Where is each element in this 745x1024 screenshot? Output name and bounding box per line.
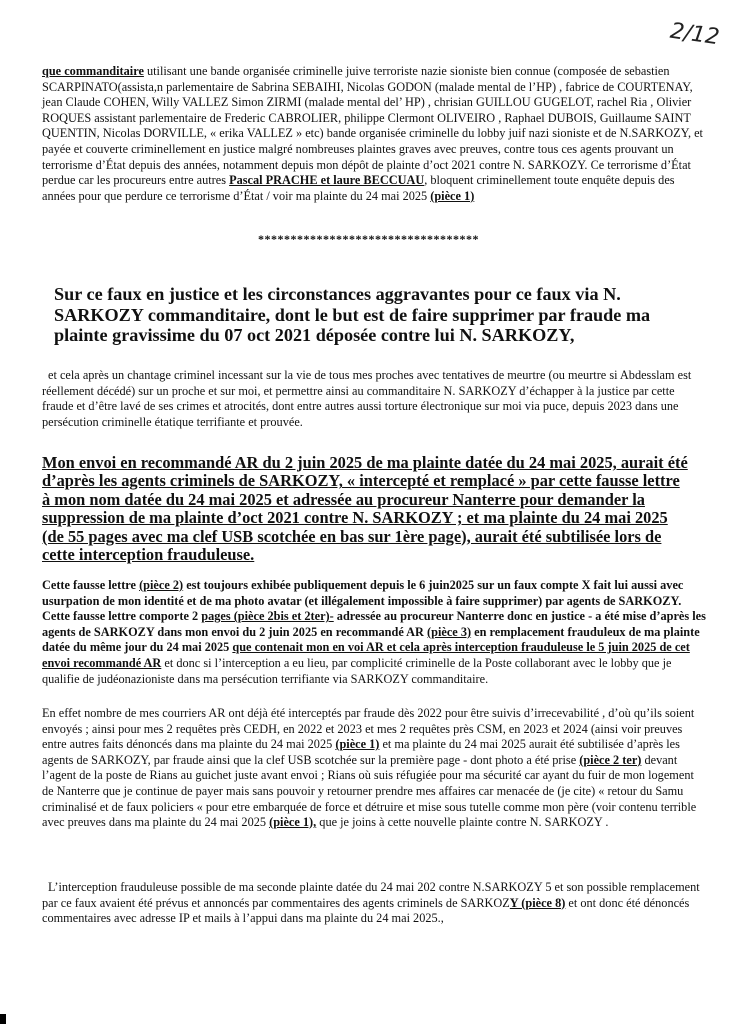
piece-2ter-ref: (pièce 2 ter) [579,752,642,767]
scan-mark [0,1014,6,1024]
paragraph-intro: que commanditaire utilisant une bande organisée criminelle juive terroriste nazie sioniste bien connue (composée de sebastien SCARPINATO(assista,n parlementaire de Sabrina SEBAIHI, Nicolas GODON (malade mental de l’HP) , fabrice de COURTENAY, jean Claude COHEN, Willy VALLEZ Simon ZIRMI (malade mental del’ HP) , chrisian GUILLOU GUGELOT, rachel Ria , Olivier ROQUES assistant parlementaire de Frederic CABROLIER, philippe Clermont OLIVEIRO , Raphael DUBOIS, Guillaume SAINT QUENTIN, Nicolas DORVILLE, « erika VALLEZ » etc) bande organisée criminelle du lobby juif nazi sioniste et de N.SARKOZY, et payée et couverte criminellement en justice malgré nombreuses plaintes graves avec preuves, contre tous ces agents prouvant un terrorisme d’État depuis des années, notamment depuis mon dépôt de plainte d’oct 2021 contre N. SARKOZY. Ce terrorisme d’État perdue car les procureurs entre autres Pascal PRACHE et laure BECCUAU, bloquent criminellement toute enquête depuis des années pour que perdure ce terrorisme d’État / voir ma plainte du 24 mai 2025 (pièce 1) [42,64,703,203]
piece-3-ref: (pièce 3) [427,624,472,639]
prosecutors-names: Pascal PRACHE et laure BECCUAU [229,173,425,188]
commanditaire-label: que commanditaire [42,64,144,78]
underlined-heading: Mon envoi en recommandé AR du 2 juin 2025 de ma plainte datée du 24 mai 2025, aurait été d’après les agents criminels de SARKOZY, « intercepté et remplacé » par cette fausse lettre à mon nom datée du 24 mai 2025 et adressée au procureur Nanterre pour demander la suppression de ma plainte d’oct 2021 contre N. SARKOZY ; et ma plainte du 24 mai 2025 (de 55 pages avec ma clef USB scotchée en bas sur 1ère page), aurait été subtilisée lors de cette interception frauduleuse. [42,453,688,565]
piece-2-ref: (pièce 2) [139,578,184,592]
piece-2bis-ref: pages (pièce 2bis et 2ter)- [201,609,334,624]
paragraph-fake-letter: Cette fausse lettre (pièce 2) est toujours exhibée publiquement depuis le 6 juin2025 sur un faux compte X fait lui aussi avec usurpation de mon identité et de ma photo avatar (et illégalement impossible à faire supprimer) par agents de SARKOZY. Cette fausse lettre comporte 2 pages (pièce 2bis et 2ter)- adressée au procureur Nanterre donc en justice - a été mise d’après les agents de SARKOZY dans mon envoi du 2 juin 2025 en recommandé AR (pièce 3) en remplacement frauduleux de ma plainte datée du même jour du 24 mai 2025 que contenait mon en voi AR et cela après interception frauduleuse le 5 juin 2025 de cet envoi recommandé AR et donc si l’interception a eu lieu, par complicité criminelle de la Poste collaborant avec le lobby que je qualifie de judéonazioniste dans ma persécution terrifiante via SARKOZY commanditaire. [42,578,706,686]
separator-stars: ********************************** [258,232,479,246]
main-heading: Sur ce faux en justice et les circonstances aggravantes pour ce faux via N. SARKOZY commanditaire, dont le but est de faire supprimer par fraude ma plainte gravissime du 07 oct 2021 déposée contre lui N. SARKOZY, [54,284,651,345]
paragraph-intercepted-mail: En effet nombre de mes courriers AR ont déjà été interceptés par fraude dès 2022 pour être suivis d’irrecevabilité , d’où qu’ils soient envoyés ; ainsi pour mes 2 requêtes près CEDH, en 2022 et 2023 et mes 2 requêtes près CSM, en 2023 et 2024 (ainsi voir preuves entre autres faits dénoncés dans ma plainte du 24 mai 2025 (pièce 1) et ma plainte du 24 mai 2025 aurait été subtilisée d’après les agents de SARKOZY, par fraude ainsi que la clef USB scotchée sur la première page - dont photo a été prise (pièce 2 ter) devant l’agent de la poste de Rians au guichet juste avant envoi ; Rians où suis réfugiée pour ma sécurité car ayant du fuir de mon logement de Nanterre que je continue de payer mais sans pouvoir y retourner prendre mes affaires car menacée de (je cite) « retour du Samu criminalisé et de faux policiers « pour etre embarquée de force et détruire et mise sous tutelle comme mon père (voir contenu terrible avec preuves dans ma plainte du 24 mai 2025 (pièce 1), que je joins à cette nouvelle plainte contre N. SARKOZY . [42,706,697,830]
piece-1-ref-2: (pièce 1) [335,737,380,752]
piece-1-ref-3: (pièce 1), [269,815,317,830]
interception-text: que contenait mon en voi AR et cela après interception frauduleuse le 5 juin 2025 de cet envoi recommandé AR [42,640,690,670]
piece-8-ref: Y (pièce 8) [509,895,566,910]
paragraph-second-complaint: L’interception frauduleuse possible de ma seconde plainte datée du 24 mai 202 contre N.SARKOZY 5 et son possible remplacement par ce faux avaient été prévus et annoncés par commentaires des agents criminels de SARKOZY (pièce 8) et ont donc été dénoncés commentaires avec adresse IP et mails à l’appui dans ma plainte du 24 mai 2025., [42,880,700,926]
paragraph-context: et cela après un chantage criminel incessant sur la vie de tous mes proches avec tentatives de meurtre (ou meurtre si Abdesslam est réellement décédé) sur un proche et sur moi, et permettre ainsi au commanditaire N. SARKOZY d’échapper à la justice par cette fraude et d’être lavé de ses crimes et atrocités, dont entre autres aussi torture électronique sur moi via puce, depuis 2023 dans une persécution criminelle étatique terrifiante et prouvée. [42,368,692,429]
piece-1-ref: (pièce 1) [430,188,475,203]
page-number: 2/12 [668,18,721,51]
